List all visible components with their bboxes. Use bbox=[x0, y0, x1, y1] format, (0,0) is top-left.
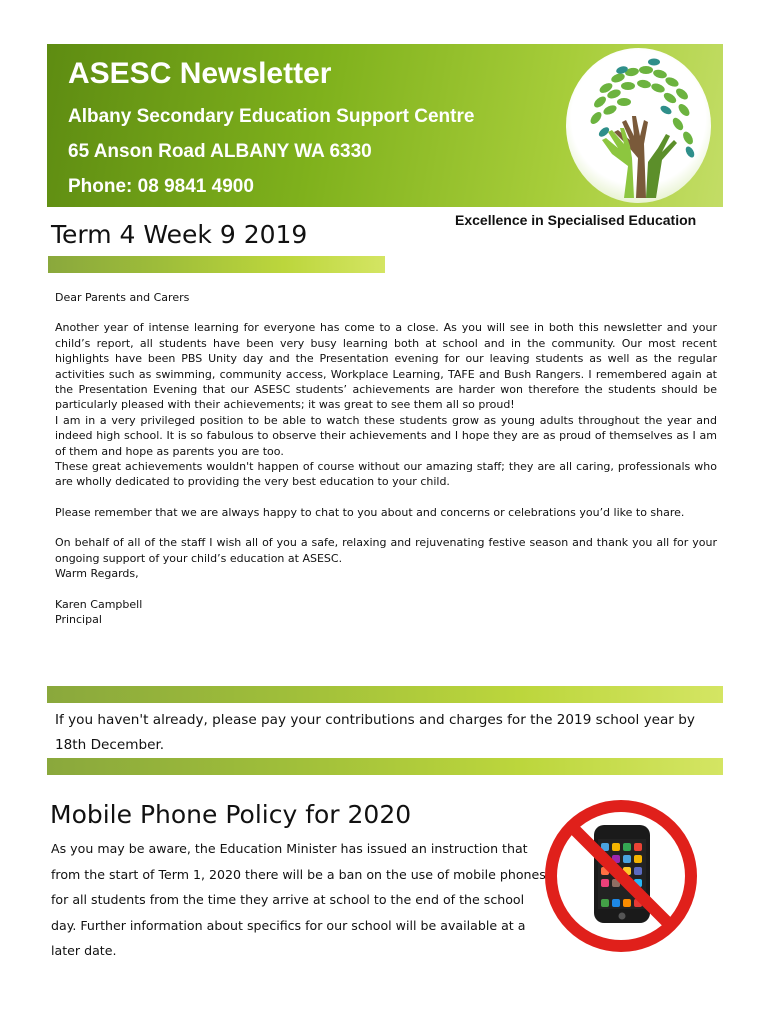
divider-bar bbox=[47, 758, 723, 775]
newsletter-header bbox=[47, 44, 723, 207]
newsletter-title: ASESC Newsletter bbox=[68, 57, 332, 90]
letter-paragraph: Please remember that we are always happy to chat to you about and concerns or celebrations you’d like to share. bbox=[55, 505, 685, 519]
letter-closing: Warm Regards, bbox=[55, 567, 139, 581]
divider-bar bbox=[48, 256, 385, 273]
letter-paragraph: I am in a very privileged position to be able to watch these students grow as young adults throughout the year and indeed high school. It is so fabulous to observe their achievements and I hope they are as proud of themselves as I am of them and hope as parents you are too. bbox=[55, 413, 717, 458]
divider-bar bbox=[47, 686, 723, 703]
letter-paragraph: These great achievements wouldn't happen of course without our amazing staff; they are all caring, professionals who are wholly dedicated to providing the very best education to your child. bbox=[55, 460, 717, 489]
principal-letter bbox=[55, 290, 717, 627]
signature-role: Principal bbox=[55, 612, 102, 626]
letter-paragraph: Another year of intense learning for everyone has come to a close. As you will see in both this newsletter and your child’s report, all students have been very busy learning both at school and in the community. Our most recent highlights have been PBS Unity day and the Presentation evening for our leaving students as well as the regular activities such as swimming, community access, Workplace Learning, TAFE and Bush Rangers. I remembered again at the Presentation Evening that our ASESC students’ achievements are harder won therefore the students should be particularly pleased with their achievements; it was great to see them all so proud! bbox=[55, 321, 717, 412]
letter-paragraph: On behalf of all of the staff I wish all of you a safe, relaxing and rejuvenating festive season and thank you all for your ongoing support of your child’s education at ASESC. bbox=[55, 536, 717, 565]
policy-heading: Mobile Phone Policy for 2020 bbox=[50, 800, 412, 829]
letter-greeting: Dear Parents and Carers bbox=[55, 291, 190, 304]
term-heading: Term 4 Week 9 2019 bbox=[51, 220, 308, 249]
school-address: 65 Anson Road ALBANY WA 6330 bbox=[68, 141, 372, 162]
payment-notice: If you haven't already, please pay your contributions and charges for the 2019 school year by 18th December. bbox=[55, 712, 695, 753]
school-name: Albany Secondary Education Support Centre bbox=[68, 106, 475, 127]
tree-hands-logo-icon bbox=[566, 48, 711, 203]
no-mobile-phone-icon bbox=[540, 795, 702, 957]
signature-name: Karen Campbell bbox=[55, 597, 143, 611]
school-logo bbox=[566, 48, 711, 203]
policy-text: As you may be aware, the Education Minister has issued an instruction that from the start of Term 1, 2020 there will be a ban on the use of mobile phones for all students from the time they arrive at school to the end of the school day. Further information about specifics for our school will be available at a later date. bbox=[51, 841, 546, 958]
school-tagline: Excellence in Specialised Education bbox=[455, 212, 697, 228]
school-phone: Phone: 08 9841 4900 bbox=[68, 176, 254, 197]
